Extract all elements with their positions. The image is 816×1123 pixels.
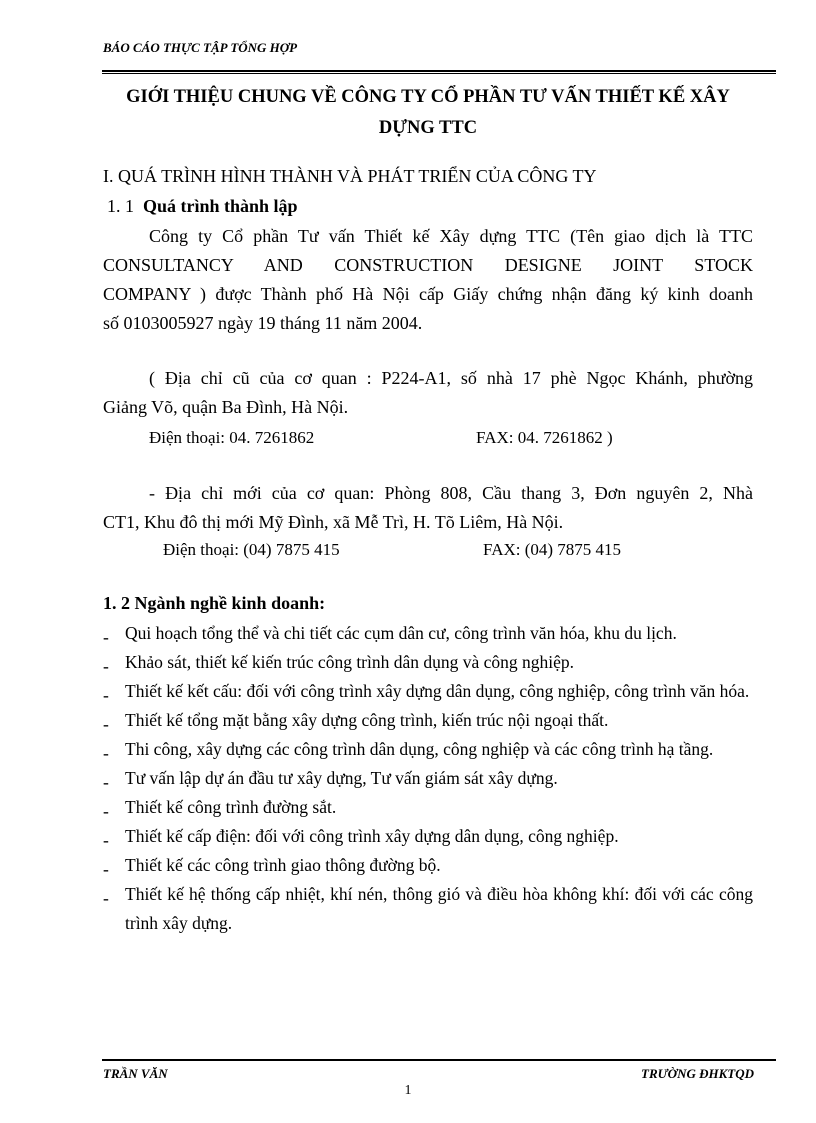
footer-rule xyxy=(102,1059,776,1061)
list-marker: - xyxy=(103,859,109,879)
list-marker: - xyxy=(103,772,109,792)
subsection-label: Quá trình thành lập xyxy=(143,196,298,216)
list-marker: - xyxy=(103,627,109,647)
business-list xyxy=(103,619,753,938)
new-address-paragraph xyxy=(103,479,753,537)
list-item: - Thiết kế hệ thống cấp nhiệt, khí nén, thông gió và điều hòa không khí: đối với các công trình xây dựng. xyxy=(103,884,753,933)
list-marker: - xyxy=(103,656,109,676)
list-item: - Qui hoạch tổng thể và chi tiết các cụm dân cư, công trình văn hóa, khu du lịch. xyxy=(103,619,753,648)
list-marker: - xyxy=(103,743,109,763)
intro-line: CONSULTANCY AND CONSTRUCTION DESIGNE JOINT STOCK xyxy=(103,255,753,275)
list-marker: - xyxy=(103,801,109,821)
list-item: - Thiết kế các công trình giao thông đường bộ. xyxy=(103,851,753,880)
list-item: - Tư vấn lập dự án đầu tư xây dựng, Tư vấn giám sát xây dựng. xyxy=(103,764,753,793)
list-marker: - xyxy=(103,714,109,734)
footer-school: TRƯỜNG ĐHKTQD xyxy=(641,1066,754,1081)
old-address-paragraph xyxy=(103,364,753,422)
old-address-line: Giảng Võ, quận Ba Đình, Hà Nội. xyxy=(103,397,349,417)
intro-line: Công ty Cổ phần Tư vấn Thiết kế Xây dựng TTC (Tên giao dịch là TTC xyxy=(149,226,753,246)
new-address-line: CT1, Khu đô thị mới Mỹ Đình, xã Mễ Trì, H. Tõ Liêm, Hà Nội. xyxy=(103,512,564,532)
list-item: - Thiết kế kết cấu: đối với công trình xây dựng dân dụng, công nghiệp, công trình văn hóa. xyxy=(103,677,753,706)
old-phone: Điện thoại: 04. 7261862 xyxy=(149,428,315,447)
footer-author: TRẦN VĂN xyxy=(103,1066,168,1081)
list-item: - Khảo sát, thiết kế kiến trúc công trình dân dụng và công nghiệp. xyxy=(103,648,753,677)
intro-paragraph xyxy=(103,222,753,338)
intro-line: số 0103005927 ngày 19 tháng 11 năm 2004. xyxy=(103,313,423,333)
list-marker: - xyxy=(103,685,109,705)
new-fax: FAX: (04) 7875 415 xyxy=(483,540,622,559)
subsection-1-1 xyxy=(107,196,298,217)
old-fax: FAX: 04. 7261862 ) xyxy=(476,428,613,447)
section-heading: I. QUÁ TRÌNH HÌNH THÀNH VÀ PHÁT TRIỂN CỦA CÔNG TY xyxy=(103,166,597,186)
list-item: - Thi công, xây dựng các công trình dân dụng, công nghiệp và các công trình hạ tầng. xyxy=(103,735,753,764)
list-marker: - xyxy=(103,830,109,850)
header-rule xyxy=(102,70,776,72)
new-address-line: - Địa chỉ mới của cơ quan: Phòng 808, Cầu thang 3, Đơn nguyên 2, Nhà xyxy=(149,483,753,503)
list-item: - Thiết kế tổng mặt bằng xây dựng công trình, kiến trúc nội ngoại thất. xyxy=(103,706,753,735)
list-marker: - xyxy=(103,888,109,908)
document-title: GIỚI THIỆU CHUNG VỀ CÔNG TY CỔ PHẦN TƯ VẤN THIẾT KẾ XÂY DỰNG TTC xyxy=(126,87,730,138)
old-address-line: ( Địa chỉ cũ của cơ quan : P224-A1, số nhà 17 phè Ngọc Khánh, phường xyxy=(149,368,753,388)
page-number: 1 xyxy=(404,1083,412,1098)
list-item: - Thiết kế cấp điện: đối với công trình xây dựng dân dụng, công nghiệp. xyxy=(103,822,753,851)
subsection-number: 1. 1 xyxy=(107,196,134,216)
subsection-1-2: 1. 2 Ngành nghề kinh doanh: xyxy=(103,593,326,613)
list-item: - Thiết kế công trình đường sắt. xyxy=(103,793,753,822)
new-phone: Điện thoại: (04) 7875 415 xyxy=(163,540,340,559)
running-header: BÁO CÁO THỰC TẬP TỔNG HỢP xyxy=(103,40,298,55)
header-rule-thin xyxy=(102,73,776,74)
intro-line: COMPANY ) được Thành phố Hà Nội cấp Giấy chứng nhận đăng ký kinh doanh xyxy=(103,284,753,304)
